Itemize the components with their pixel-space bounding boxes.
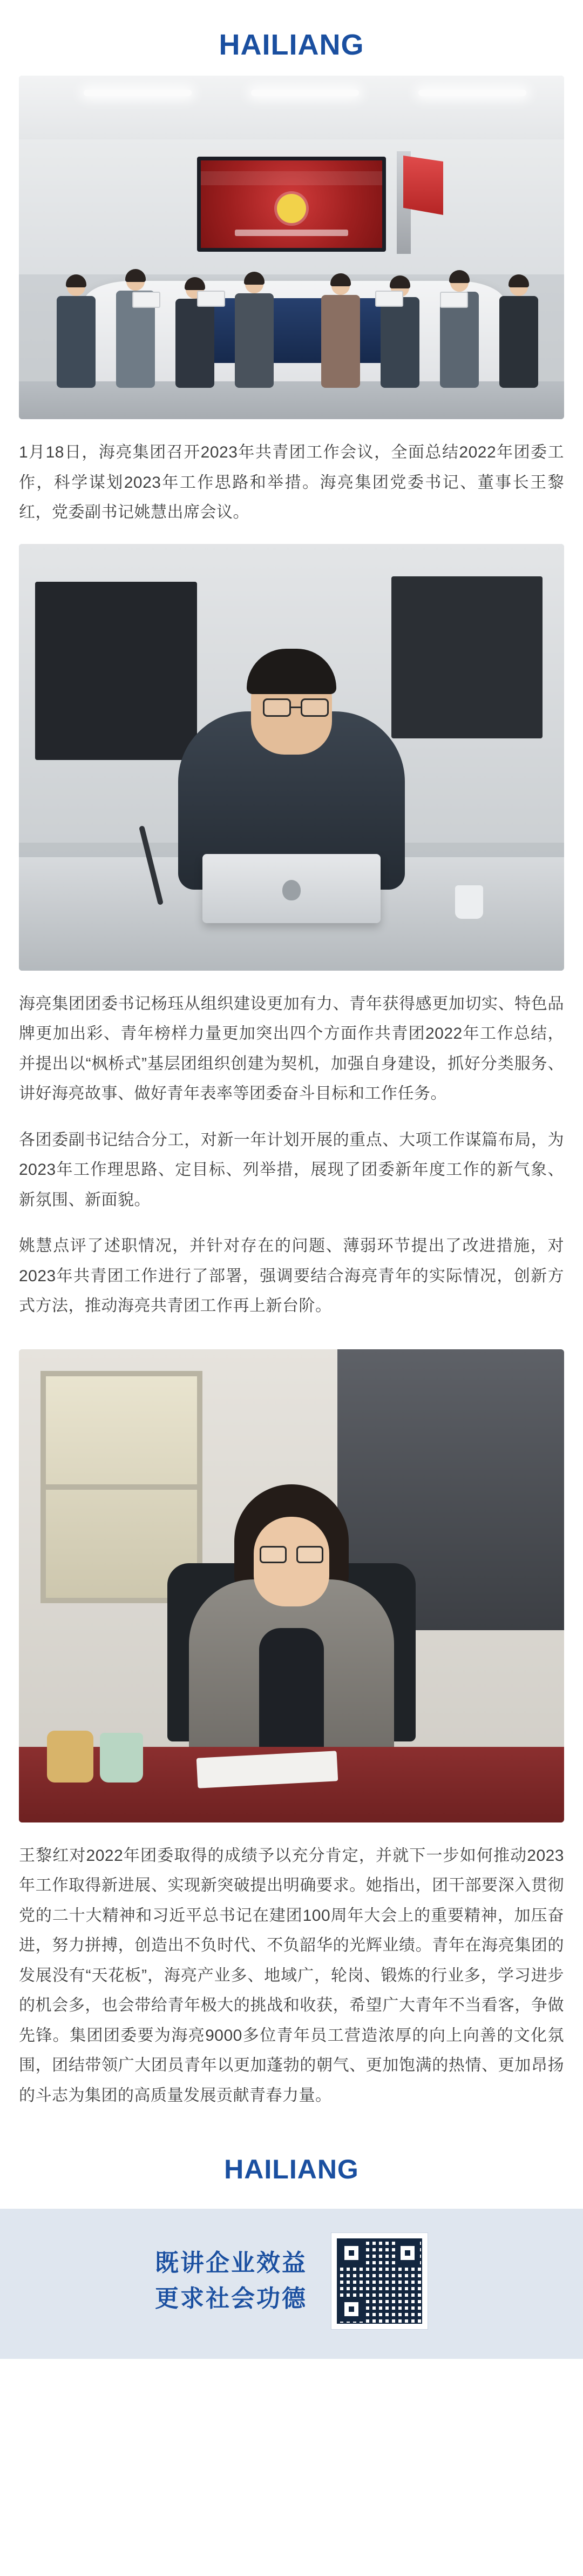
- header: [0, 18, 583, 76]
- emblem-icon: [277, 194, 306, 223]
- speaker-photo: [19, 544, 564, 971]
- footer-logo: HAILIANG: [224, 2154, 359, 2184]
- dark-panel: [391, 576, 543, 738]
- ceiling-light: [84, 90, 192, 96]
- slogan-line-2: 更求社会功德: [155, 2285, 307, 2312]
- teapot: [47, 1731, 93, 1783]
- woman-inner-top: [259, 1628, 324, 1758]
- glasses-icon: [296, 1546, 323, 1563]
- slogan-line-1: 既讲企业效益: [155, 2250, 307, 2276]
- glasses-icon: [263, 698, 291, 717]
- qr-eye-core: [349, 2306, 354, 2312]
- laptop: [375, 291, 403, 307]
- cup: [455, 885, 483, 919]
- slogan: [155, 2245, 307, 2317]
- attendee-hair: [330, 273, 351, 286]
- qr-code[interactable]: [331, 2232, 428, 2330]
- meeting-room-photo: [19, 76, 564, 419]
- paragraph: 各团委副书记结合分工，对新一年计划开展的重点、大项工作谋篇布局，为2023年工作理思路、定目标、列举措，展现了团委新年度工作的新气象、新氛围、新面貌。: [19, 1131, 564, 1209]
- glasses-bridge: [291, 707, 301, 708]
- attendee: [57, 296, 96, 388]
- meeting-scene: [19, 76, 564, 419]
- laptop: [197, 291, 225, 307]
- footer-brand: [0, 2127, 583, 2203]
- qr-eye: [339, 2241, 364, 2265]
- glasses-icon: [260, 1546, 287, 1563]
- laptop: [440, 292, 468, 308]
- window-mullion: [40, 1484, 202, 1490]
- ceiling-light: [418, 90, 526, 96]
- woman-scene: [19, 1349, 564, 1822]
- footer-band: [0, 2209, 583, 2359]
- attendee-hair: [185, 277, 205, 290]
- attendee: [235, 293, 274, 388]
- paragraph: 王黎红对2022年团委取得的成绩予以充分肯定，并就下一步如何推动2023年工作取得新进展、实现新突破提出明确要求。她指出，团干部要深入贯彻党的二十大精神和习近平总书记在建团100周年大会上的重要精神，加压奋进，努力拼搏，创造出不负时代、不负韶华的光辉业绩。青年在海亮集团的发展没有“天花板”，海亮产业多、地域广，轮岗、锻炼的行业多，学习进步的机会多，也会带给青年极大的挑战和收获，希望广大青年不当看客，争做先锋。集团团委要为海亮9000多位青年员工营造浓厚的向上向善的文化氛围，团结带领广大团员青年以更加蓬勃的朝气、更加饱满的热情、更加昂扬的斗志为集团的高质量发展贡献青春力量。: [19, 1846, 564, 2104]
- qr-eye: [395, 2241, 420, 2265]
- spacer: [19, 1337, 564, 1349]
- attendee-hair: [390, 275, 410, 288]
- floor: [19, 381, 564, 419]
- ceiling-light: [251, 90, 359, 96]
- qr-pattern: [337, 2238, 422, 2324]
- slide-title-bar: [201, 171, 382, 185]
- qr-eye-core: [405, 2250, 410, 2256]
- presentation-screen: [197, 157, 386, 252]
- speaker-scene: [19, 544, 564, 971]
- paragraph: 1月18日，海亮集团召开2023年共青团工作会议，全面总结2022年团委工作，科学谋划2023年工作思路和举措。海亮集团党委书记、董事长王黎红，党委副书记姚慧出席会议。: [19, 443, 564, 521]
- glasses-icon: [301, 698, 329, 717]
- woman-speaker-photo: [19, 1349, 564, 1822]
- qr-eye: [339, 2297, 364, 2322]
- ceiling: [19, 76, 564, 140]
- laptop: [132, 292, 160, 308]
- apple-logo-icon: [282, 880, 301, 900]
- attendee-hair: [66, 274, 86, 287]
- attendee: [499, 296, 538, 388]
- paragraph: 海亮集团团委书记杨珏从组织建设更加有力、青年获得感更加切实、特色品牌更加出彩、青年榜样力量更加突出四个方面作共青团2022年工作总结，并提出以“枫桥式”基层团组织创建为契机，加强自身建设，抓好分类服务、讲好海亮故事、做好青年表率等团委奋斗目标和工作任务。: [19, 994, 564, 1102]
- slide-subtitle-bar: [235, 230, 348, 236]
- article-content: [19, 76, 564, 2127]
- dark-panel: [35, 582, 197, 760]
- attendee: [381, 297, 419, 388]
- flag-icon: [403, 156, 443, 215]
- attendee-hair: [509, 274, 529, 287]
- attendee: [321, 295, 360, 388]
- qr-eye-core: [349, 2250, 354, 2256]
- brand-logo: HAILIANG: [219, 29, 364, 61]
- attendee: [175, 299, 214, 388]
- paragraph: 姚慧点评了述职情况，并针对存在的问题、薄弱环节提出了改进措施，对2023年共青团工作进行了部署，强调要结合海亮青年的实际情况，创新方式方法，推动海亮共青团工作再上新台阶。: [19, 1237, 564, 1315]
- cup: [100, 1733, 143, 1783]
